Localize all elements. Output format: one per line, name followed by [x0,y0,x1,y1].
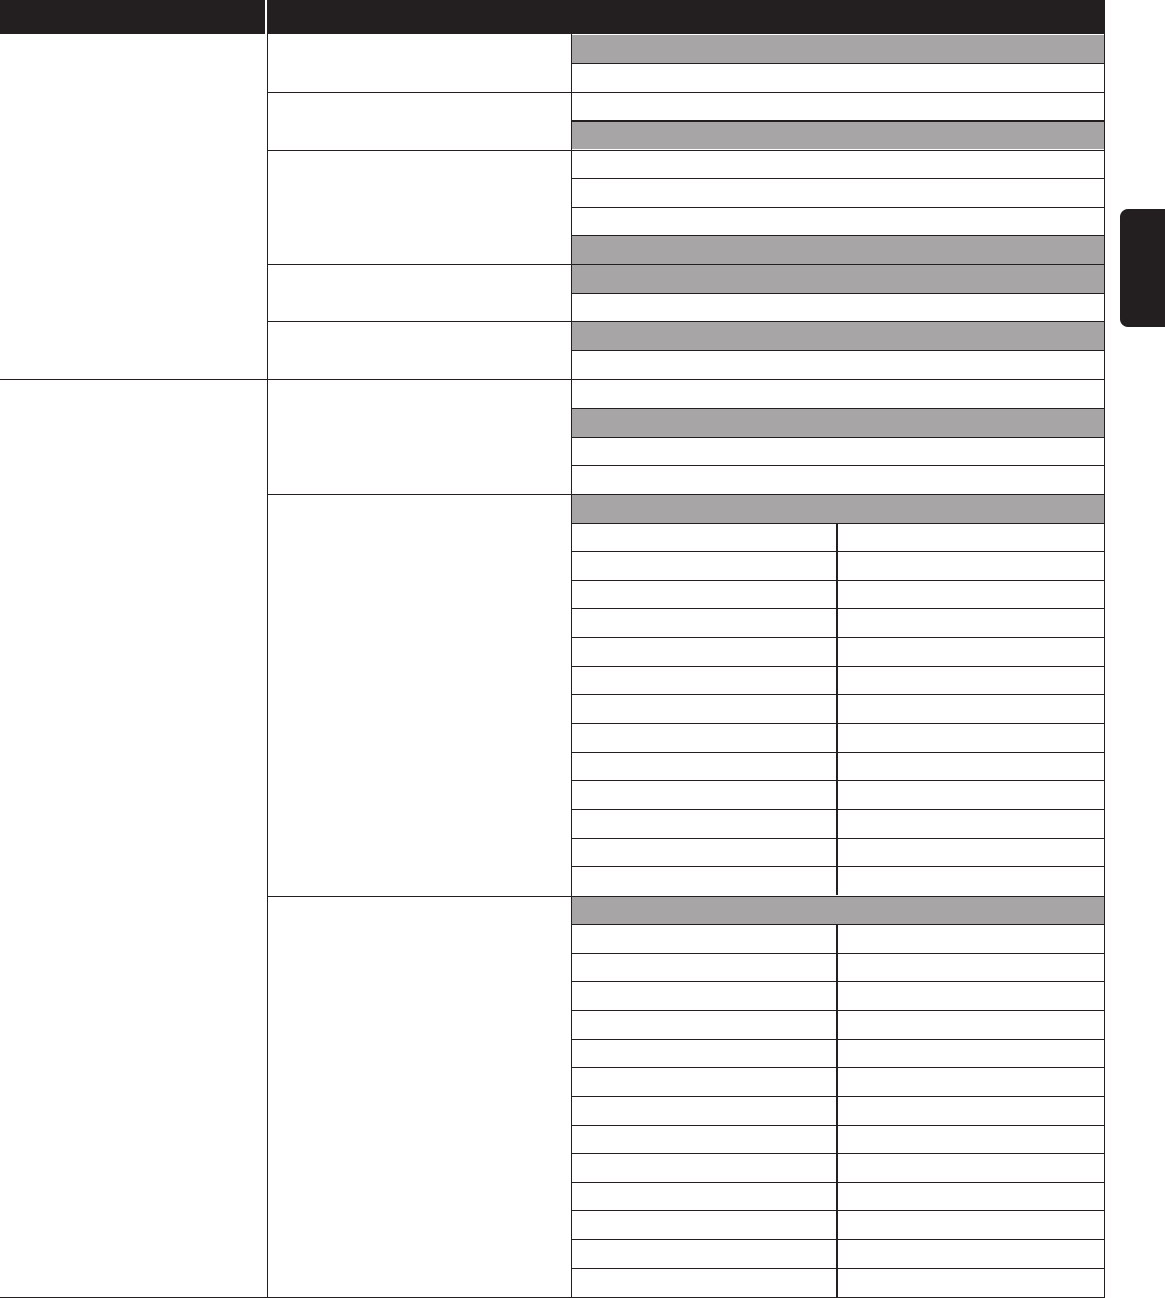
row-rule [267,896,1105,897]
row-rule [571,437,1105,438]
row-rule [571,780,1105,781]
row-rule [571,465,1105,466]
row-rule [571,981,1105,982]
shaded-row [572,121,1104,149]
group-2-label [0,380,267,1297]
row-rule [571,580,1105,581]
shaded-row [572,409,1104,437]
shaded-row [572,265,1104,293]
row-rule [571,1182,1105,1183]
row-rule [571,666,1105,667]
row-rule [267,150,1105,151]
row-rule [571,866,1105,867]
row-rule [267,92,1105,93]
row-rule [571,838,1105,839]
row-rule [571,1096,1105,1097]
row-rule [571,178,1105,179]
shaded-row [572,236,1104,264]
table-header-col2 [268,0,1105,34]
row-rule [571,1039,1105,1040]
column-rule [836,523,838,895]
shaded-row [572,35,1104,63]
row-rule [571,723,1105,724]
row-rule [571,1239,1105,1240]
row-rule [571,551,1105,552]
row-rule [267,264,1105,265]
row-rule [571,1125,1105,1126]
row-rule [571,408,1105,409]
row-rule [571,608,1105,609]
row-rule [571,1268,1105,1269]
row-rule [571,63,1105,64]
row-rule [571,1010,1105,1011]
row-rule [571,637,1105,638]
row-rule [571,1067,1105,1068]
row-rule [571,752,1105,753]
shaded-row [572,495,1104,523]
row-rule [571,293,1105,294]
shaded-row [572,322,1104,350]
row-rule [571,694,1105,695]
row-rule [571,1153,1105,1154]
row-rule [0,379,1105,380]
row-rule [571,953,1105,954]
row-rule [571,1210,1105,1211]
row-rule [571,207,1105,208]
group-1-label [0,34,267,379]
table-header-col1 [0,0,265,34]
row-rule [571,924,1105,925]
row-rule [571,235,1105,236]
row-rule [571,523,1105,524]
row-rule [267,321,1105,322]
row-rule [571,809,1105,810]
row-rule [571,120,1105,122]
column-rule [267,0,268,1298]
section-tab [1120,209,1165,327]
row-rule [267,494,1105,495]
row-rule [571,350,1105,351]
shaded-row [572,897,1104,925]
